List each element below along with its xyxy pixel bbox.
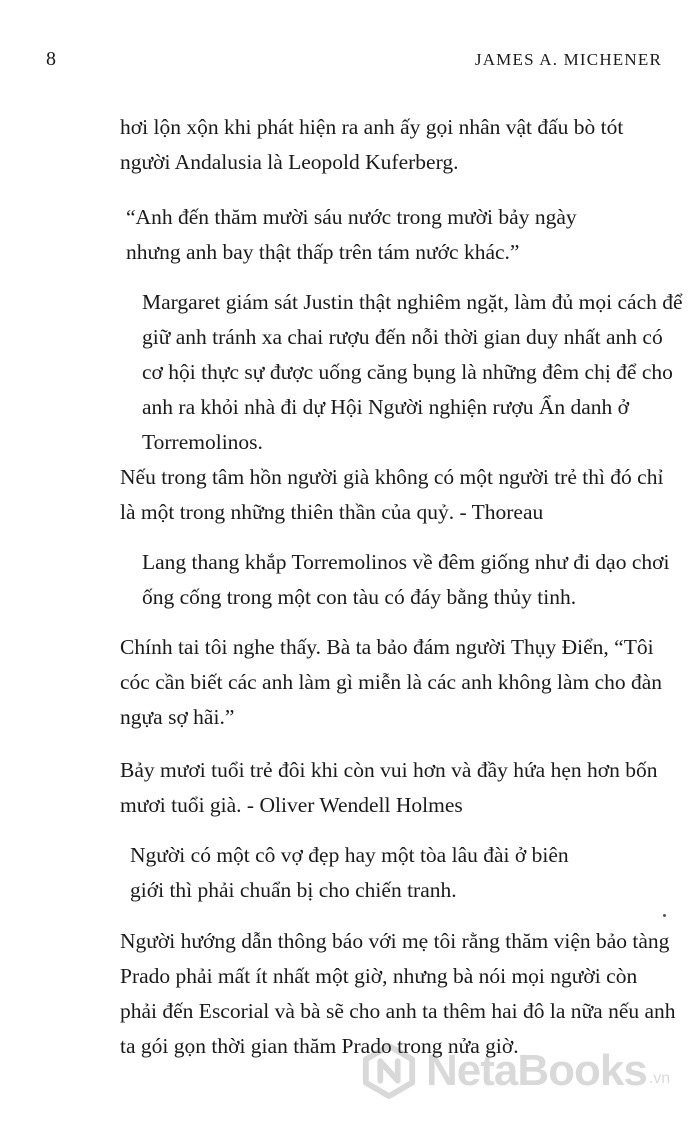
text-line: Torremolinos.	[142, 430, 263, 454]
paragraph-1	[120, 110, 623, 180]
text-line: giữ anh tránh xa chai rượu đến nỗi thời gian duy nhất anh có	[142, 325, 663, 349]
text-line: Người hướng dẫn thông báo với mẹ tôi rằng thăm viện bảo tàng	[120, 929, 670, 953]
text-line: mươi tuổi già. - Oliver Wendell Holmes	[120, 793, 463, 817]
paragraph-8	[130, 838, 569, 908]
watermark	[360, 1042, 670, 1100]
text-line: Người có một cô vợ đẹp hay một tòa lâu đài ở biên	[130, 843, 569, 867]
text-line: Margaret giám sát Justin thật nghiêm ngặt, làm đủ mọi cách để	[142, 290, 683, 314]
paragraph-7	[120, 753, 658, 823]
text-line: ngựa sợ hãi.”	[120, 705, 235, 729]
text-line: cóc cần biết các anh làm gì miễn là các anh không làm cho đàn	[120, 670, 663, 694]
netabooks-logo-icon	[360, 1042, 418, 1100]
text-line: “Anh đến thăm mười sáu nước trong mười bảy ngày	[126, 205, 577, 229]
text-line: anh ra khỏi nhà đi dự Hội Người nghiện rượu Ẩn danh ở	[142, 395, 630, 419]
text-line: người Andalusia là Leopold Kuferberg.	[120, 150, 459, 174]
paragraph-3	[142, 285, 683, 460]
text-line: ta gói gọn thời gian thăm Prado trong nửa giờ.	[120, 1034, 519, 1058]
watermark-suffix: .vn	[648, 1070, 671, 1087]
text-line: Bảy mươi tuổi trẻ đôi khi còn vui hơn và đầy hứa hẹn hơn bốn	[120, 758, 658, 782]
paragraph-6	[120, 630, 662, 735]
paragraph-4	[120, 460, 663, 530]
text-line: Chính tai tôi nghe thấy. Bà ta bảo đám người Thụy Điển, “Tôi	[120, 635, 654, 659]
print-speck	[663, 914, 666, 917]
text-line: giới thì phải chuẩn bị cho chiến tranh.	[130, 878, 457, 902]
paragraph-5	[142, 545, 669, 615]
text-line: Prado phải mất ít nhất một giờ, nhưng bà nói mọi người còn	[120, 964, 638, 988]
text-line: ống cống trong một con tàu có đáy bằng thủy tinh.	[142, 585, 577, 609]
text-line: phải đến Escorial và bà sẽ cho anh ta thêm hai đô la nữa nếu anh	[120, 999, 676, 1023]
text-line: Nếu trong tâm hồn người già không có một người trẻ thì đó chỉ	[120, 465, 664, 489]
watermark-brand: NetaBooks	[426, 1046, 647, 1095]
text-line: nhưng anh bay thật thấp trên tám nước khác.”	[126, 240, 520, 264]
text-line: cơ hội thực sự được uống căng bụng là những đêm chị để cho	[142, 360, 673, 384]
running-head: JAMES A. MICHENER	[474, 50, 662, 69]
text-line: hơi lộn xộn khi phát hiện ra anh ấy gọi nhân vật đấu bò tót	[120, 115, 624, 139]
page-number: 8	[46, 48, 57, 70]
paragraph-2	[126, 200, 577, 270]
text-line: là một trong những thiên thần của quỷ. - Thoreau	[120, 500, 544, 524]
text-line: Lang thang khắp Torremolinos về đêm giống như đi dạo chơi	[142, 550, 670, 574]
